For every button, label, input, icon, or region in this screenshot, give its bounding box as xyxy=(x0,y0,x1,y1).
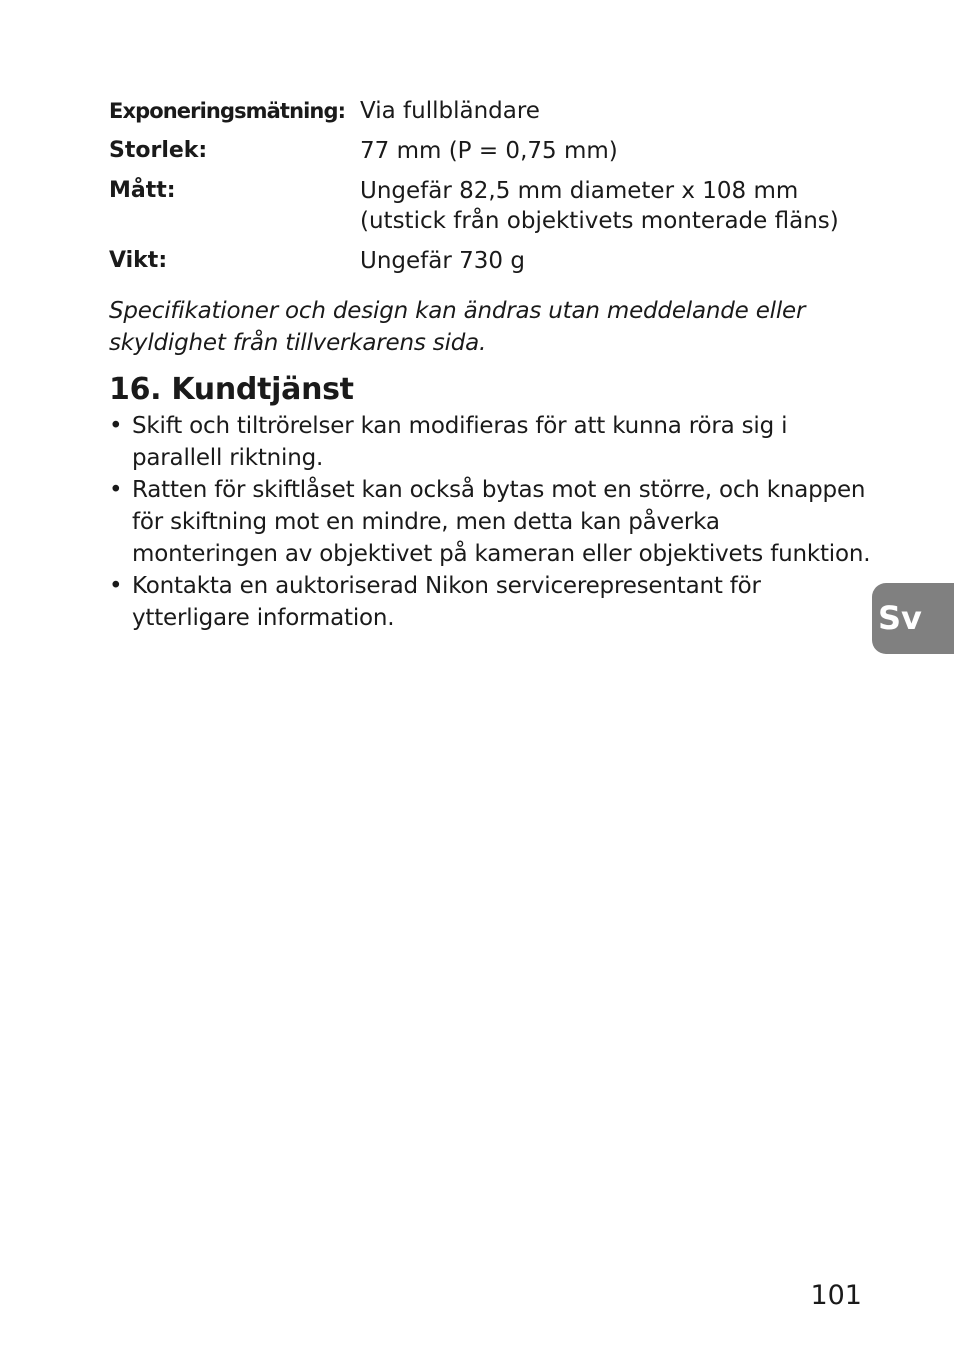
list-item-line: för skiftning mot en mindre, men detta kan påverka xyxy=(132,509,720,535)
spec-label: Mått: xyxy=(109,178,176,203)
spec-row-dimensions xyxy=(109,176,849,246)
list-item xyxy=(109,570,849,634)
bullet-list xyxy=(109,410,871,634)
spec-row-size xyxy=(109,136,849,176)
spec-value-line: Via fullbländare xyxy=(360,98,540,124)
bullet-icon: • xyxy=(109,477,123,503)
spec-value-line: (utstick från objektivets monterade fläns) xyxy=(360,208,839,234)
spec-value xyxy=(360,136,618,166)
spec-value xyxy=(360,96,540,126)
disclaimer-note xyxy=(109,295,849,359)
spec-label: Exponeringsmätning: xyxy=(109,99,346,123)
list-item-line: monteringen av objektivet på kameran eller objektivets funktion. xyxy=(132,541,871,567)
list-item-line: Ratten för skiftlåset kan också bytas mot en större, och knappen xyxy=(132,477,866,503)
spec-value-line: 77 mm (P = 0,75 mm) xyxy=(360,138,618,164)
spec-value xyxy=(360,246,525,276)
list-item-line: Kontakta en auktoriserad Nikon servicerepresentant för xyxy=(132,573,761,599)
language-tab: Sv xyxy=(872,583,954,654)
spec-row-metering xyxy=(109,96,849,136)
section-heading: 16. Kundtjänst xyxy=(109,372,354,407)
list-item-line: Skift och tiltrörelser kan modifieras för att kunna röra sig i xyxy=(132,413,788,439)
bullet-icon: • xyxy=(109,573,123,599)
spec-value-line: Ungefär 82,5 mm diameter x 108 mm xyxy=(360,178,799,204)
spec-row-weight xyxy=(109,246,849,286)
specifications-table xyxy=(109,96,849,286)
list-item-line: parallell riktning. xyxy=(132,445,324,471)
spec-label: Storlek: xyxy=(109,138,208,163)
bullet-icon: • xyxy=(109,413,123,439)
page-number: 101 xyxy=(810,1280,862,1311)
disclaimer-line: skyldighet från tillverkarens sida. xyxy=(109,330,487,356)
list-item xyxy=(109,410,849,474)
disclaimer-line: Specifikationer och design kan ändras utan meddelande eller xyxy=(109,298,806,324)
spec-value xyxy=(360,176,839,236)
list-item-line: ytterligare information. xyxy=(132,605,395,631)
spec-value-line: Ungefär 730 g xyxy=(360,248,525,274)
spec-label: Vikt: xyxy=(109,248,168,273)
list-item xyxy=(109,474,871,570)
